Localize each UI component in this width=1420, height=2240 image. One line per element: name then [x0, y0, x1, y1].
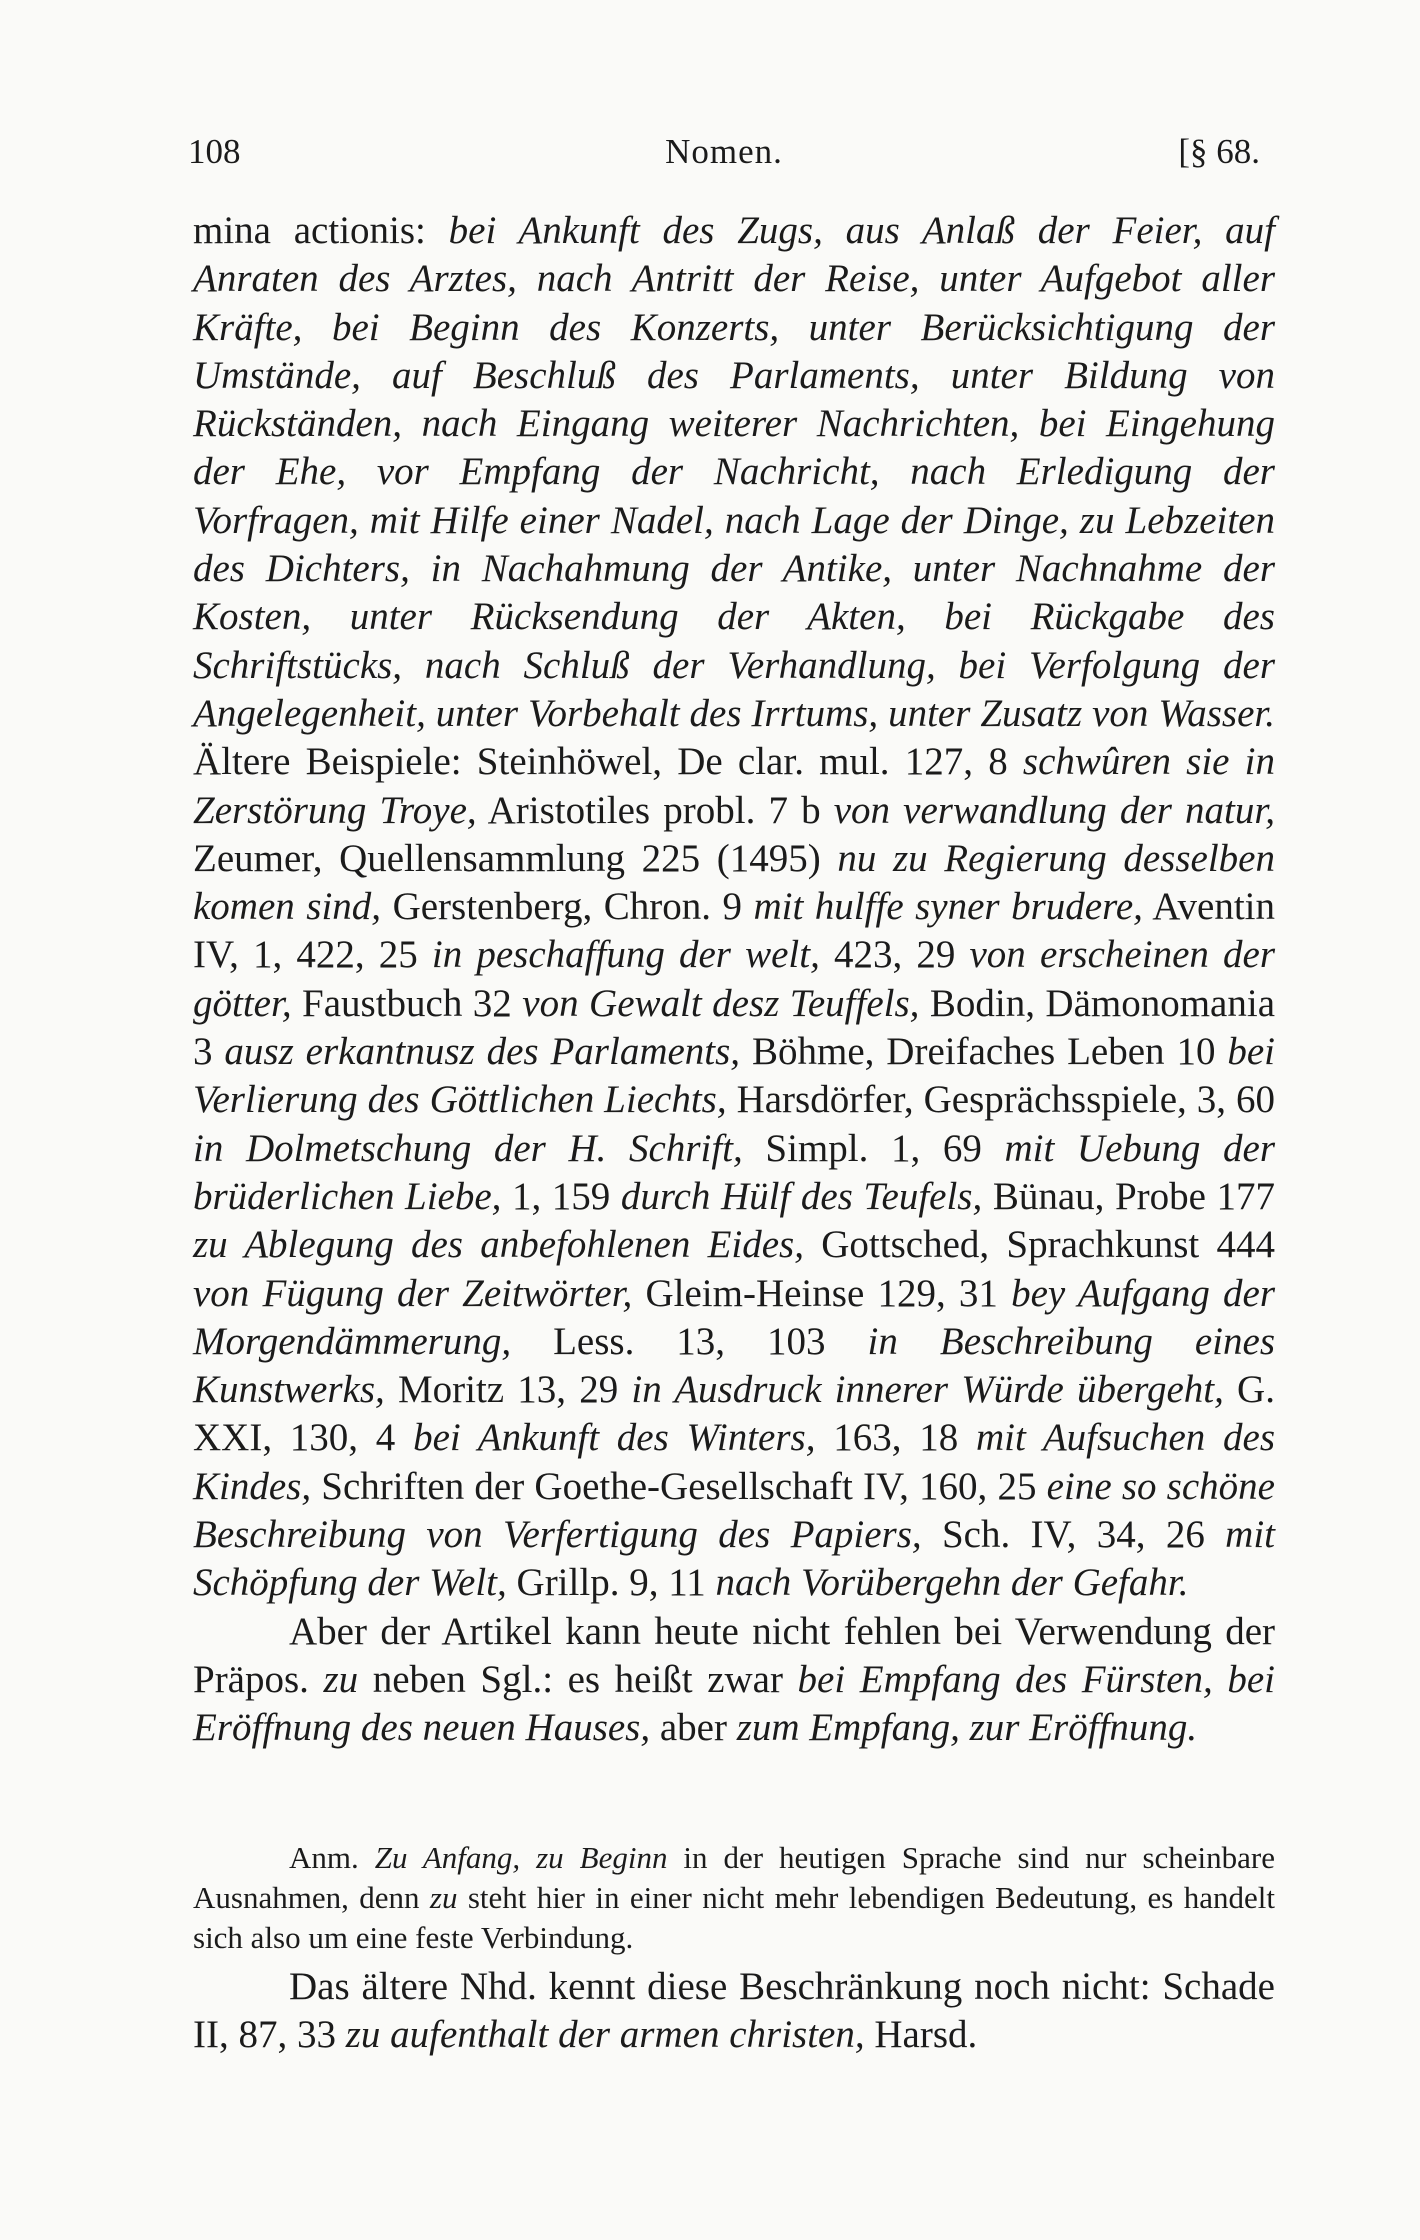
- italic-run: in Ausdruck innerer Würde übergeht,: [631, 1368, 1224, 1412]
- italic-run: zu: [323, 1657, 359, 1701]
- text-run: Bünau, Probe 177: [982, 1174, 1275, 1218]
- text-run: mina actionis:: [193, 209, 449, 252]
- text-run: Faustbuch 32: [291, 981, 523, 1025]
- text-run: 423, 29: [819, 933, 970, 977]
- text-run: Moritz 13, 29: [384, 1368, 632, 1412]
- italic-run: von Fügung der Zeitwörter,: [193, 1271, 633, 1315]
- italic-run: bey Aufgang der Morgendämmerung,: [193, 1271, 1275, 1363]
- italic-run: bei Ankunft des Winters,: [413, 1416, 816, 1460]
- text-run: Grillp. 9, 11: [506, 1561, 716, 1605]
- text-run: Das ältere Nhd. kennt diese Beschränkung noch nicht: Schade II, 87, 33: [193, 1965, 1275, 2057]
- text-run: G. XXI, 130, 4: [193, 1368, 1275, 1460]
- italic-run: von Gewalt desz Teuffels,: [522, 981, 920, 1025]
- text-run: Aventin IV, 1, 422, 25: [193, 885, 1275, 977]
- text-run: steht hier in einer nicht mehr lebendigen Bedeutung, es handelt sich also um eine feste Verbindung.: [193, 1880, 1276, 1955]
- page-number: 108: [188, 132, 241, 171]
- text-run: Böhme, Dreifaches Leben 10: [740, 1030, 1228, 1074]
- italic-run: bei Ankunft des Zugs, aus Anlaß der Feier, auf Anraten des Arztes, nach Antritt der Reise, unter Aufgebot aller Kräfte, bei Beginn des Konzerts, unter Berücksichtigung der Umstände, auf Beschluß des Parlaments, unter Bildung von Rückständen, nach Eingang weiterer Nachrichten, bei Eingehung der Ehe, vor Empfang der Nachricht, nach Erledigung der Vorfragen, mit Hilfe einer Nadel, nach Lage der Dinge, zu Lebzeiten des Dichters, in Nachahmung der Antike, unter Nachnahme der Kosten, unter Rücksendung der Akten, bei Rückgabe des Schriftstücks, nach Schluß der Verhandlung, bei Verfolgung der Angelegenheit, unter Vorbehalt des Irrtums, unter Zusatz von Wasser.: [193, 209, 1276, 735]
- italic-run: durch Hülf des Teufels,: [620, 1174, 983, 1218]
- italic-run: mit Uebung der brüderlichen Liebe,: [193, 1126, 1275, 1218]
- italic-run: zu Ablegung des anbefohlenen Eides,: [193, 1223, 804, 1267]
- text-run: in der heutigen Sprache sind nur scheinbare Ausnahmen, denn: [193, 1840, 1275, 1915]
- text-run: aber: [650, 1706, 737, 1750]
- italic-run: zu: [429, 1880, 458, 1915]
- text-run: Sch. IV, 34, 26: [921, 1513, 1226, 1557]
- text-run: Zeumer, Quellensammlung 225 (1495): [193, 836, 838, 880]
- italic-run: nu zu Regierung desselben komen sind,: [193, 836, 1275, 929]
- running-title: Nomen.: [665, 132, 783, 171]
- italic-run: ausz erkantnusz des Parlaments,: [224, 1030, 741, 1074]
- text-run: Gleim-Heinse 129, 31: [632, 1271, 1012, 1315]
- italic-run: bei Empfang des Fürsten, bei Eröffnung des neuen Hauses,: [193, 1657, 1275, 1750]
- italic-run: schwûren sie in Zerstörung Troye,: [193, 740, 1275, 832]
- text-run: 1, 159: [501, 1174, 621, 1218]
- text-run: Simpl. 1, 69: [742, 1126, 1005, 1170]
- italic-run: eine so schöne Beschreibung von Verfertigung des Papiers,: [193, 1464, 1275, 1557]
- main-text: [193, 207, 1275, 1753]
- paragraph-older-nhd: [193, 1963, 1275, 2060]
- running-header: [188, 132, 1260, 182]
- italic-run: in Beschreibung eines Kunstwerks,: [193, 1319, 1275, 1412]
- italic-run: bei Verlierung des Göttlichen Liechts,: [193, 1030, 1276, 1122]
- paragraph-examples: [193, 207, 1275, 1608]
- italic-run: mit Aufsuchen des Kindes,: [193, 1416, 1275, 1508]
- paragraph-article: [193, 1608, 1275, 1753]
- text-run: neben Sgl.: es heißt zwar: [358, 1657, 798, 1701]
- annotation-text: [193, 1838, 1275, 1958]
- italic-run: von verwandlung der natur,: [833, 788, 1275, 832]
- text-run: Harsd.: [864, 2013, 978, 2057]
- text-run: Aber der Artikel kann heute nicht fehlen bei Verwendung der Präpos.: [193, 1609, 1275, 1701]
- text-run: Harsdörfer, Gesprächsspiele, 3, 60: [726, 1078, 1275, 1122]
- text-run: Bodin, Dämonomania 3: [193, 981, 1275, 1074]
- italic-run: in peschaffung der welt,: [431, 933, 820, 977]
- italic-run: mit Schöpfung der Welt,: [193, 1513, 1275, 1605]
- text-run: Gottsched, Sprachkunst 444: [804, 1223, 1275, 1267]
- italic-run: zum Empfang, zur Eröffnung.: [736, 1706, 1198, 1750]
- section-reference: [§ 68.: [1178, 132, 1260, 171]
- italic-run: mit hulffe syner brudere,: [753, 885, 1143, 929]
- text-run: Less. 13, 103: [511, 1319, 868, 1363]
- text-run: Ältere Beispiele: Steinhöwel, De clar. mul. 127, 8: [193, 740, 1023, 784]
- text-run: Anm.: [289, 1840, 375, 1875]
- text-run: Aristotiles probl. 7 b: [476, 788, 834, 832]
- italic-run: nach Vorübergehn der Gefahr.: [715, 1561, 1189, 1605]
- italic-run: Zu Anfang, zu Beginn: [374, 1840, 668, 1875]
- continuation-text: [193, 1963, 1275, 2060]
- italic-run: zu aufenthalt der armen christen,: [345, 2013, 865, 2057]
- italic-run: in Dolmetschung der H. Schrift,: [193, 1126, 743, 1170]
- annotation: [193, 1838, 1275, 1958]
- text-run: Schriften der Goethe-Gesellschaft IV, 160, 25: [311, 1464, 1047, 1508]
- text-run: 163, 18: [815, 1416, 976, 1460]
- italic-run: von erscheinen der götter,: [193, 933, 1275, 1025]
- text-run: Gerstenberg, Chron. 9: [381, 885, 754, 929]
